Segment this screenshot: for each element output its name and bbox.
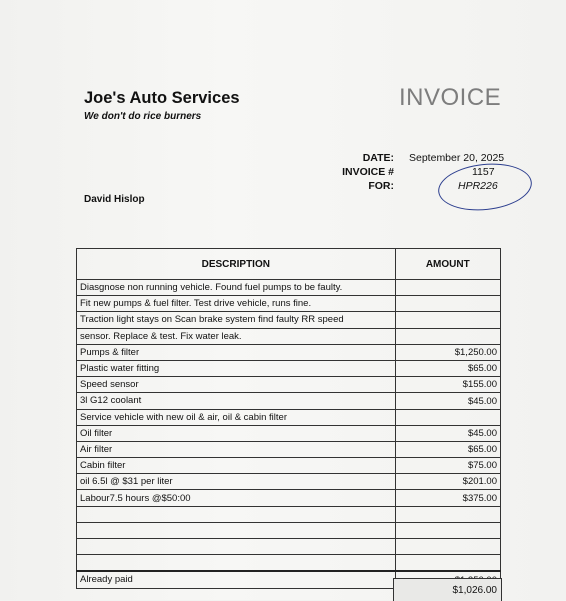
row-description: 3l G12 coolant: [77, 393, 396, 409]
row-description: sensor. Replace & test. Fix water leak.: [77, 328, 396, 344]
row-description: [77, 555, 396, 572]
table-row: [77, 539, 501, 555]
company-name: Joe's Auto Services: [84, 89, 240, 107]
table-row: [77, 474, 501, 490]
row-amount: $155.00: [395, 377, 500, 393]
line-items-table: [76, 248, 501, 589]
row-amount: $1,250.00: [395, 344, 500, 360]
table-row: [77, 425, 501, 441]
row-amount: $45.00: [395, 425, 500, 441]
table-row: [77, 506, 501, 522]
row-amount: [395, 555, 500, 572]
invoice-number-value: 1157: [472, 166, 495, 178]
company-tagline: We don't do rice burners: [84, 111, 202, 122]
description-header: DESCRIPTION: [77, 249, 396, 280]
row-description: Speed sensor: [77, 377, 396, 393]
row-description: Diasgnose non running vehicle. Found fuel pumps to be faulty.: [77, 280, 396, 296]
row-description: Traction light stays on Scan brake system find faulty RR speed: [77, 312, 396, 328]
row-amount: [395, 280, 500, 296]
row-amount: $75.00: [395, 458, 500, 474]
row-amount: $45.00: [395, 393, 500, 409]
table-row: [77, 522, 501, 538]
row-amount: [395, 409, 500, 425]
table-header-row: [77, 249, 501, 280]
row-description: Already paid: [77, 571, 396, 588]
row-description: [77, 522, 396, 538]
handwritten-circle: [436, 159, 534, 215]
table-row: [77, 555, 501, 572]
row-amount: $65.00: [395, 360, 500, 376]
row-amount: $375.00: [395, 490, 500, 506]
row-description: Fit new pumps & fuel filter. Test drive vehicle, runs fine.: [77, 296, 396, 312]
line-items-body: [77, 280, 501, 589]
table-row: [77, 344, 501, 360]
row-amount: [395, 506, 500, 522]
row-amount: [395, 312, 500, 328]
row-description: Labour7.5 hours @$50:00: [77, 490, 396, 506]
total-amount: $1,026.00: [452, 585, 497, 596]
row-description: [77, 506, 396, 522]
row-amount: [395, 328, 500, 344]
table-row: [77, 296, 501, 312]
row-description: Cabin filter: [77, 458, 396, 474]
invoice-title: INVOICE: [399, 84, 502, 111]
table-row: [77, 458, 501, 474]
row-description: Plastic water fitting: [77, 360, 396, 376]
amount-header: AMOUNT: [395, 249, 500, 280]
table-row: [77, 360, 501, 376]
row-amount: [395, 296, 500, 312]
for-value: HPR226: [458, 180, 498, 192]
for-label: FOR:: [368, 180, 394, 192]
date-label: DATE:: [362, 152, 394, 164]
customer-name: David Hislop: [84, 194, 145, 205]
table-row: [77, 393, 501, 409]
row-description: Oil filter: [77, 425, 396, 441]
row-description: [77, 539, 396, 555]
table-row: [77, 377, 501, 393]
table-row: [77, 312, 501, 328]
row-description: oil 6.5l @ $31 per liter: [77, 474, 396, 490]
date-value: September 20, 2025: [409, 152, 505, 164]
row-amount: $65.00: [395, 441, 500, 457]
table-row: [77, 441, 501, 457]
row-amount: [395, 522, 500, 538]
row-amount: $201.00: [395, 474, 500, 490]
table-row: [77, 409, 501, 425]
invoice-number-label: INVOICE #: [342, 166, 394, 178]
table-row: [77, 280, 501, 296]
row-amount: [395, 539, 500, 555]
table-row: [77, 490, 501, 506]
total-box: [393, 578, 502, 601]
row-description: Pumps & filter: [77, 344, 396, 360]
row-description: Service vehicle with new oil & air, oil & cabin filter: [77, 409, 396, 425]
row-description: Air filter: [77, 441, 396, 457]
table-row: [77, 328, 501, 344]
